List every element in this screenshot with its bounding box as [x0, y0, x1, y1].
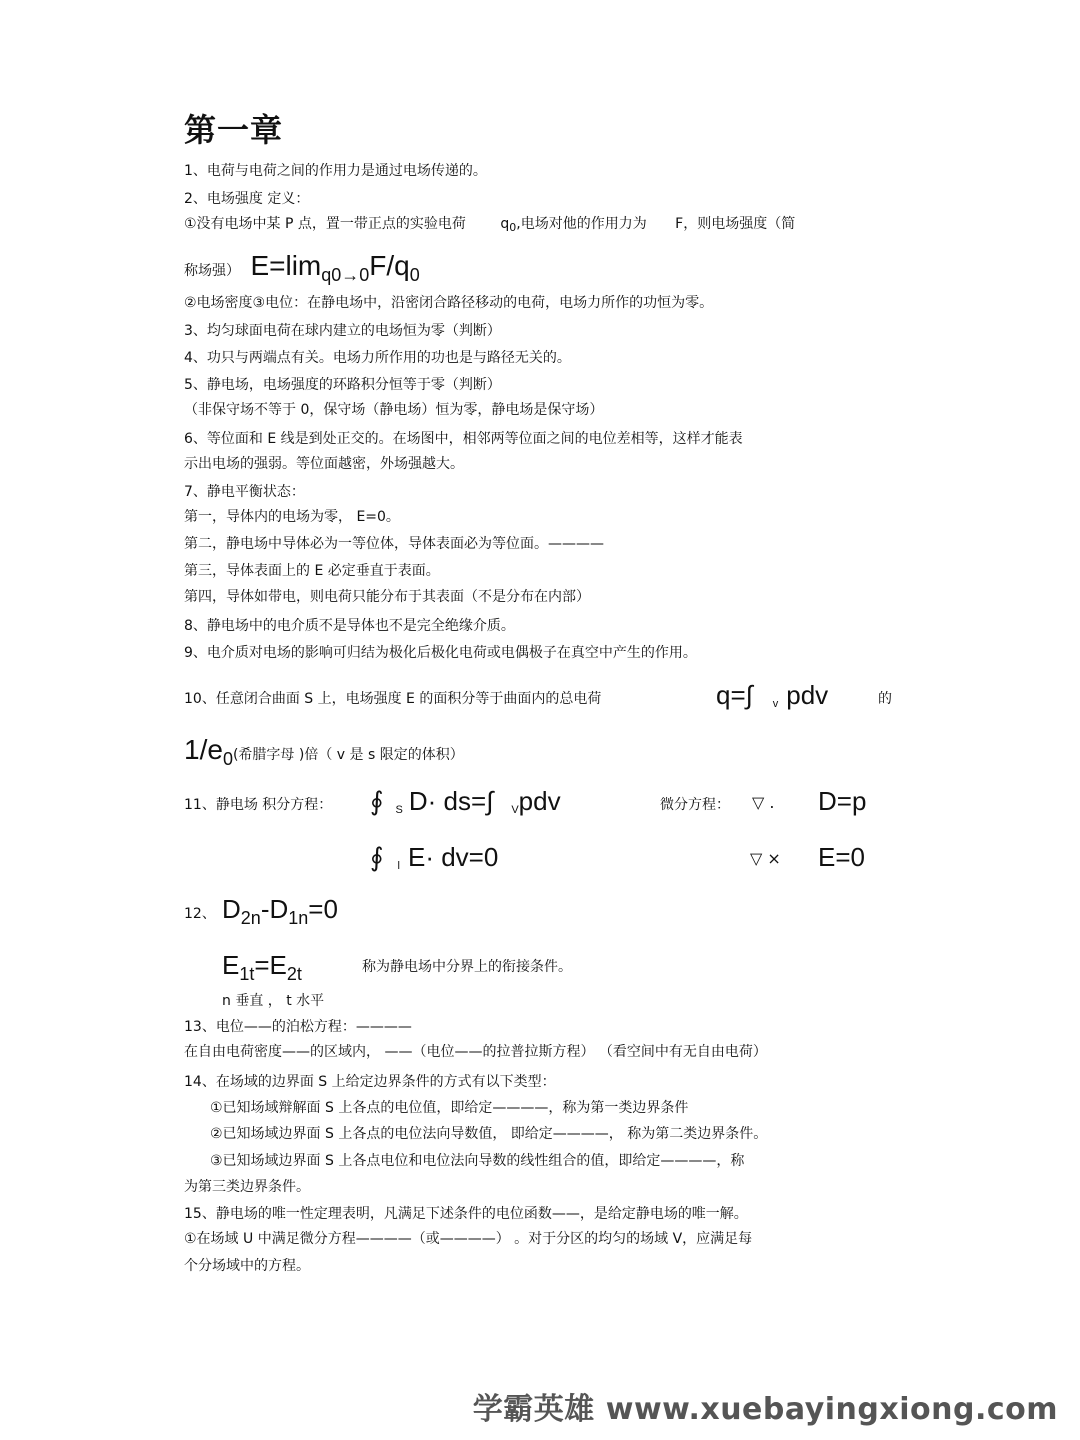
line-26: 13、电位——的泊松方程：———— [184, 1019, 412, 1035]
curl-operator: ▽ × [750, 849, 781, 868]
line-21-label: 11、静电场 积分方程： [184, 797, 333, 813]
line-1: 1、电荷与电荷之间的作用力是通过电场传递的。 [184, 163, 487, 179]
line-5: ②电场密度③电位：在静电场中，沿密闭合路径移动的电荷，电场力所作的功恒为零。 [184, 295, 714, 311]
line-24-text: 称为静电场中分界上的衔接条件。 [362, 959, 572, 975]
line-25: n 垂直 ， t 水平 [222, 993, 325, 1009]
line-4-formula [184, 250, 420, 291]
integral-equation-2: ∮ l E· dv=0 [370, 842, 499, 872]
line-29: ①已知场域辩解面 S 上各点的电位值，即给定————，称为第一类边界条件 [210, 1100, 689, 1116]
line-12: 7、静电平衡状态： [184, 484, 305, 500]
line-4-label: 称场强） [184, 263, 240, 279]
line-3-text: ①没有电场中某 P 点，置一带正点的实验电荷 [184, 216, 466, 232]
line-28: 14、在场域的边界面 S 上给定边界条件的方式有以下类型： [184, 1074, 556, 1090]
q0-symbol: $q_0$ [500, 216, 517, 234]
boundary-condition-d: $D_{2n}-D_{1n}=0$ [222, 894, 338, 928]
line-8: 5、静电场，电场强度的环路积分恒等于零（判断） [184, 377, 501, 393]
field-strength-formula: $E=\lim_{q0\to 0}F/q_0$ [250, 250, 420, 285]
line-2: 2、电场强度 定义： [184, 191, 310, 207]
epsilon-formula: $1/e_0$ [184, 734, 233, 769]
line-32: 为第三类边界条件。 [184, 1179, 310, 1195]
site-watermark: 学霸英雄 www.xuebayingxiong.com [472, 1392, 1058, 1427]
line-15: 第三，导体表面上的 E 必定垂直于表面。 [184, 563, 440, 579]
divergence-operator: ▽ . [752, 793, 775, 812]
line-30: ②已知场域边界面 S 上各点的电位法向导数值， 即给定————， 称为第二类边界条件。 [210, 1126, 768, 1142]
line-20: $1/e_0$(希腊字母 )倍（ v 是 s 限定的体积） [184, 734, 464, 769]
line-11: 示出电场的强弱。等位面越密，外场强越大。 [184, 456, 464, 472]
line-27: 在自由电荷密度——的区域内， ——（电位——的拉普拉斯方程） （看空间中有无自由电荷） [184, 1044, 767, 1060]
line-18: 9、电介质对电场的影响可归结为极化后极化电荷或电偶极子在真空中产生的作用。 [184, 645, 697, 661]
line-35: 个分场域中的方程。 [184, 1258, 310, 1274]
line-17: 8、静电场中的电介质不是导体也不是完全绝缘介质。 [184, 618, 515, 634]
line-23-label: 12、 [184, 906, 216, 922]
line-3-end: F，则电场强度（简 [675, 216, 796, 232]
line-3 [184, 215, 795, 237]
line-33: 15、静电场的唯一性定理表明，凡满足下述条件的电位函数——，是给定静电场的唯一解。 [184, 1206, 748, 1222]
line-6: 3、均匀球面电荷在球内建立的电场恒为零（判断） [184, 323, 501, 339]
line-14: 第二，静电场中导体必为一等位体，导体表面必为等位面。———— [184, 536, 604, 552]
gauss-charge-formula: q=∫ v pdv [716, 680, 829, 710]
line-9: （非保守场不等于 0，保守场（静电场）恒为零，静电场是保守场） [184, 402, 604, 418]
line-10: 6、等位面和 E 线是到处正交的。在场图中，相邻两等位面之间的电位差相等，这样才能表 [184, 431, 743, 447]
line-19-end: 的 [878, 691, 892, 707]
chapter-title: 第一章 [184, 111, 284, 149]
line-3-force: ,电场对他的作用力为 [516, 216, 647, 232]
line-34: ①在场域 U 中满足微分方程————（或————） 。对于分区的均匀的场域 V，应满足每 [184, 1231, 753, 1247]
line-7: 4、功只与两端点有关。电场力所作用的功也是与路径无关的。 [184, 350, 571, 366]
differential-equation-2: E=0 [818, 842, 865, 872]
line-31: ③已知场域边界面 S 上各点电位和电位法向导数的线性组合的值，即给定————，称 [210, 1153, 745, 1169]
differential-label: 微分方程： [660, 797, 730, 813]
boundary-condition-e: $E_{1t}=E_{2t}$ [222, 950, 302, 984]
line-16: 第四，导体如带电，则电荷只能分布于其表面（不是分布在内部） [184, 589, 590, 605]
line-13: 第一，导体内的电场为零， E=0。 [184, 509, 400, 525]
integral-equation-1: ∮ S D· ds=∫ Vpdv [370, 786, 561, 816]
line-19: 10、任意闭合曲面 S 上，电场强度 E 的面积分等于曲面内的总电荷 [184, 691, 602, 707]
differential-equation-1: D=p [818, 786, 867, 816]
